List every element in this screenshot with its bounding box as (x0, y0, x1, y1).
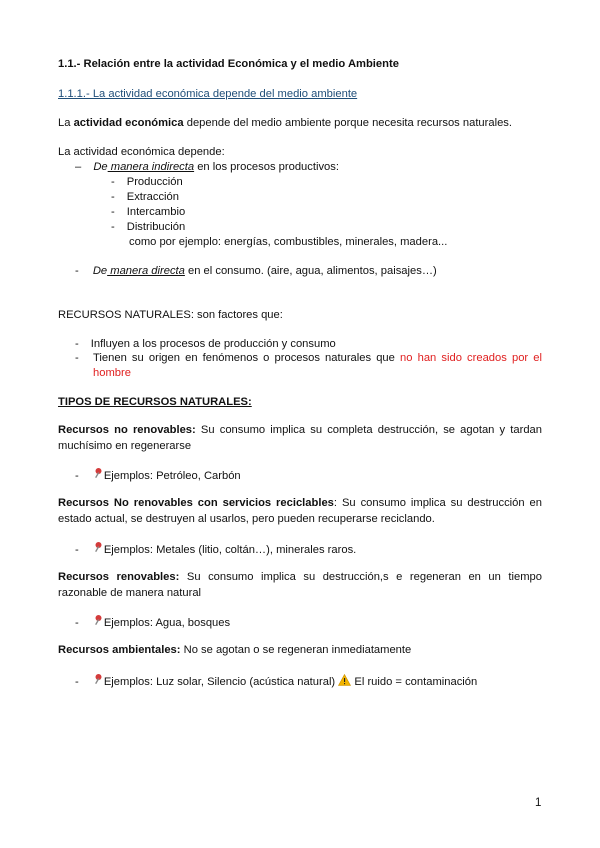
list-item (111, 190, 179, 204)
direct-italic-underlined: manera directa (107, 265, 185, 277)
dash: - (75, 617, 79, 629)
type-paragraph (58, 643, 411, 657)
indirect-italic: De (93, 161, 108, 173)
section-heading: 1.1.- Relación entre la actividad Económica y el medio Ambiente (58, 58, 399, 70)
dash: - (75, 544, 79, 556)
direct-bullet (75, 264, 437, 278)
dash: - (75, 338, 79, 350)
example-text: Ejemplos: Petróleo, Carbón (103, 470, 241, 482)
dash: - (75, 676, 79, 688)
process-label: Intercambio (126, 206, 186, 218)
example-text: Ejemplos: Luz solar, Silencio (acústica natural) (103, 676, 336, 688)
indirect-italic-underlined: manera indirecta (107, 161, 195, 173)
dash: - (75, 265, 79, 277)
indirect-bullet (75, 160, 339, 174)
example-item (75, 467, 241, 483)
dash: - (111, 176, 115, 188)
intro-bold: actividad económica (73, 117, 184, 129)
process-label: Extracción (126, 191, 179, 203)
direct-rest: en el consumo. (aire, agua, alimentos, paisajes…) (184, 265, 437, 277)
example-item (75, 673, 477, 689)
dash: - (75, 352, 79, 364)
dash: - (111, 221, 115, 233)
intro-post: depende del medio ambiente porque necesita recursos naturales. (183, 117, 513, 129)
factor-text: Tienen su origen en fenómenos o procesos naturales que (93, 352, 401, 364)
pushpin-icon (91, 673, 104, 689)
dash: - (75, 470, 79, 482)
type-desc: No se agotan o se regeneran inmediatamente (180, 644, 412, 656)
pushpin-icon (91, 614, 104, 630)
type-name: Recursos no renovables: (58, 424, 196, 436)
direct-italic: De (92, 265, 108, 277)
pushpin-icon (91, 541, 104, 557)
type-paragraph (58, 423, 542, 454)
dash: - (111, 206, 115, 218)
type-name: Recursos renovables: (58, 571, 180, 583)
warning-text: El ruido = contaminación (354, 676, 478, 688)
example-item (75, 541, 356, 557)
warning-icon (338, 674, 351, 690)
intro-paragraph (58, 116, 512, 130)
recursos-label: RECURSOS NATURALES: son factores que: (58, 309, 283, 321)
type-paragraph (58, 496, 542, 527)
pushpin-icon (91, 467, 104, 483)
factor-red-text: no han sido creados por el hombre (93, 352, 542, 379)
list-item (111, 220, 185, 234)
examples-line: como por ejemplo: energías, combustibles, minerales, madera... (129, 236, 448, 248)
intro-pre: La (58, 117, 74, 129)
example-text: Ejemplos: Metales (litio, coltán…), minerales raros. (103, 544, 357, 556)
type-desc: Su consumo implica su destrucción,s e regeneran en un tiempo razonable de manera natural (58, 571, 542, 599)
factor-item (75, 351, 542, 381)
dash: - (111, 191, 115, 203)
type-desc: Su consumo implica su completa destrucción, se agotan y tardan muchísimo en regenerarse (58, 424, 542, 452)
subsection-heading[interactable]: 1.1.1.- La actividad económica depende del medio ambiente (58, 88, 358, 100)
page-number: 1 (535, 797, 542, 809)
factor-text: Influyen a los procesos de producción y consumo (90, 338, 336, 350)
process-label: Distribución (126, 221, 186, 233)
type-name: Recursos ambientales: (58, 644, 181, 656)
indirect-rest: en los procesos productivos: (194, 161, 339, 173)
type-name: Recursos No renovables con servicios reciclables (58, 497, 334, 509)
example-item (75, 614, 230, 630)
tipos-title: TIPOS DE RECURSOS NATURALES: (58, 396, 252, 408)
type-paragraph (58, 570, 542, 601)
depends-label: La actividad económica depende: (58, 146, 225, 158)
list-item (111, 175, 183, 189)
process-label: Producción (126, 176, 183, 188)
factor-item (75, 337, 336, 351)
example-text: Ejemplos: Agua, bosques (103, 617, 231, 629)
list-item (111, 205, 185, 219)
dash: – (75, 161, 82, 173)
type-desc: : Su consumo implica su destrucción en estado actual, se destruyen al usarlos, pero pueden recuperarse reciclando. (58, 497, 542, 525)
